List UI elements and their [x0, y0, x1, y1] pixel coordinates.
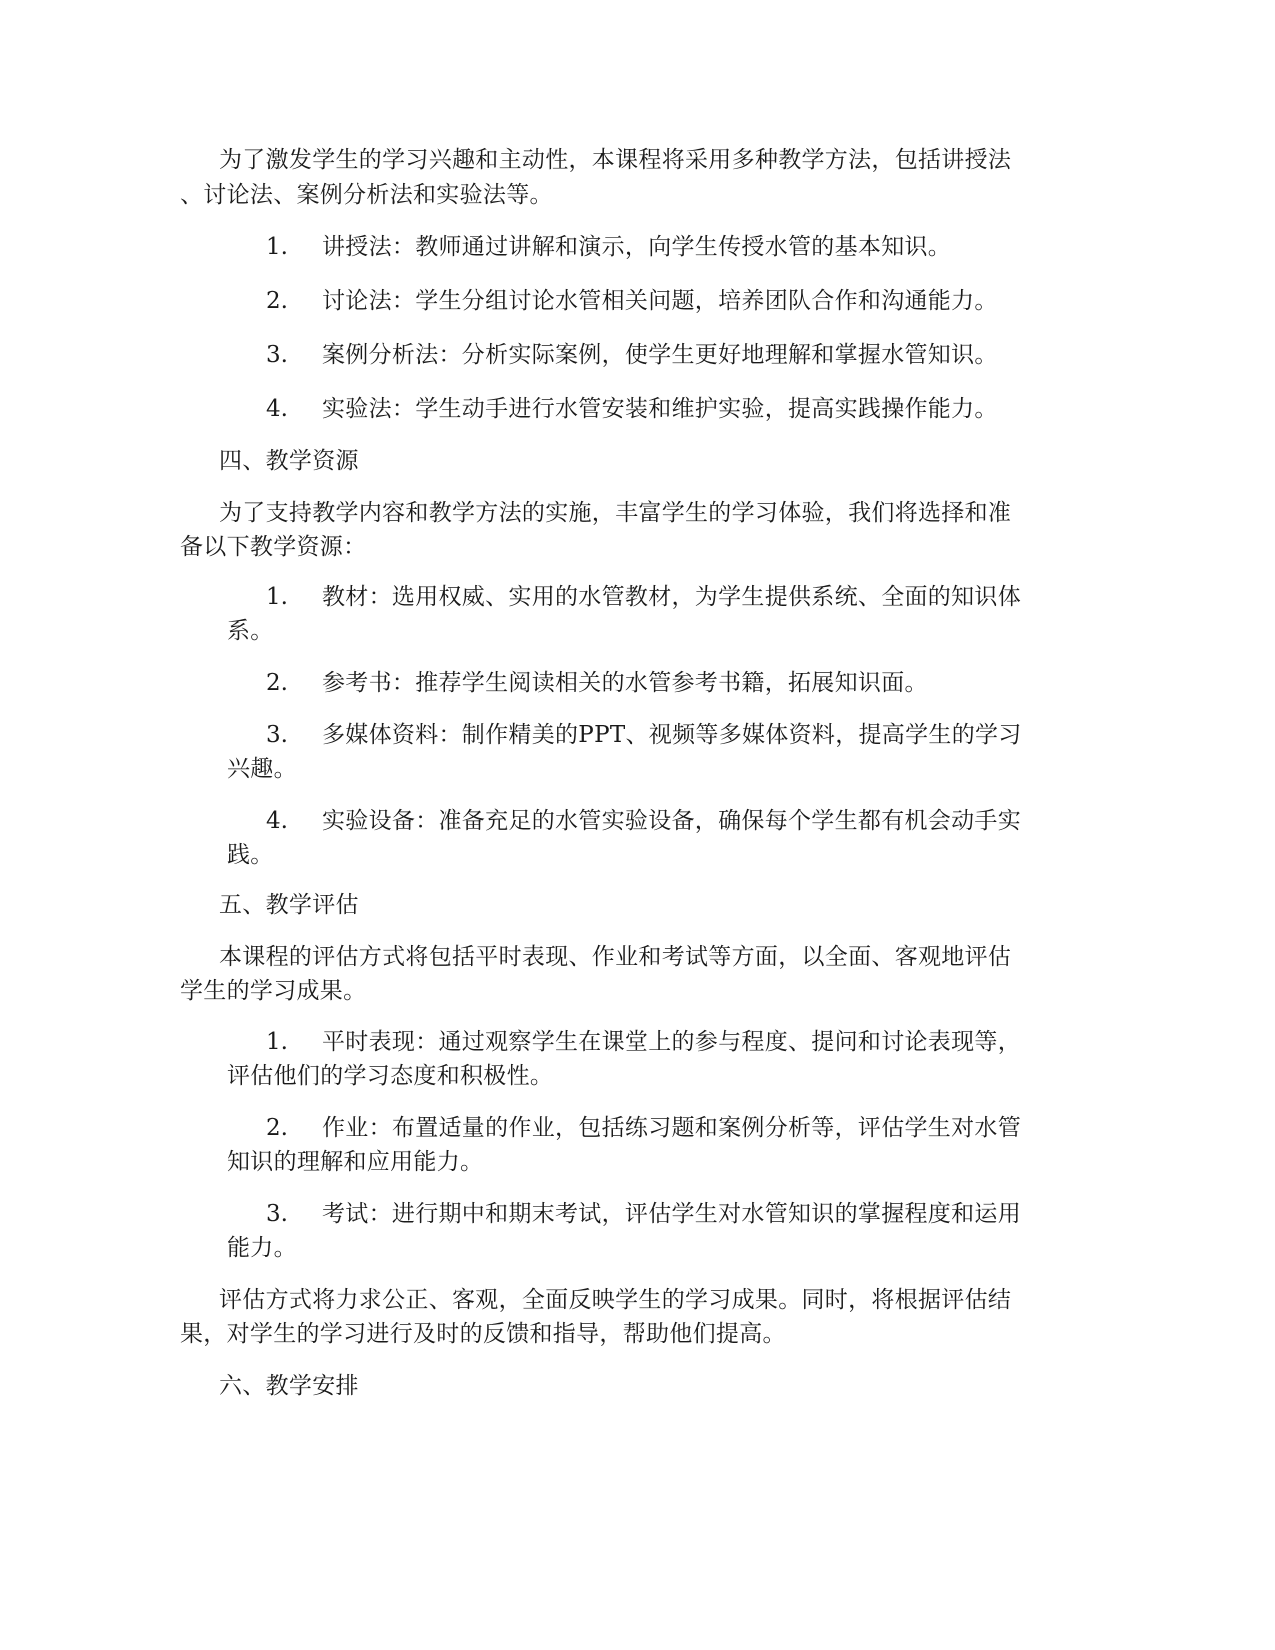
method-4-text: 实验法：学生动手进行水管安装和维护实验，提高实践操作能力。	[322, 396, 998, 422]
section-5-heading: 五、教学评估	[219, 892, 359, 918]
resource-3-line-2: 兴趣。	[227, 756, 297, 782]
method-2-number: 2.	[266, 288, 288, 314]
section-6-heading: 六、教学安排	[219, 1373, 359, 1399]
section-5-closing-line-2: 果，对学生的学习进行及时的反馈和指导，帮助他们提高。	[180, 1321, 786, 1347]
method-3-number: 3.	[266, 342, 288, 368]
resource-4-line-1: 实验设备：准备充足的水管实验设备，确保每个学生都有机会动手实	[322, 808, 1021, 834]
resource-3-number: 3.	[266, 722, 288, 748]
method-4-number: 4.	[266, 396, 288, 422]
intro-line-1: 为了激发学生的学习兴趣和主动性，本课程将采用多种教学方法，包括讲授法	[219, 147, 1012, 173]
assessment-1-line-2: 评估他们的学习态度和积极性。	[227, 1063, 554, 1089]
assessment-1-number: 1.	[266, 1029, 288, 1055]
method-1-number: 1.	[266, 234, 288, 260]
assessment-3-line-2: 能力。	[227, 1235, 297, 1261]
section-5-para-line-2: 学生的学习成果。	[180, 978, 367, 1004]
resource-1-line-1: 教材：选用权威、实用的水管教材，为学生提供系统、全面的知识体	[322, 584, 1021, 610]
intro-line-2: 、讨论法、案例分析法和实验法等。	[180, 182, 553, 208]
section-4-heading: 四、教学资源	[219, 448, 359, 474]
resource-4-line-2: 践。	[227, 842, 274, 868]
resource-4-number: 4.	[266, 808, 288, 834]
assessment-2-line-2: 知识的理解和应用能力。	[227, 1149, 484, 1175]
resource-1-line-2: 系。	[227, 618, 274, 644]
assessment-3-number: 3.	[266, 1201, 288, 1227]
method-3-text: 案例分析法：分析实际案例，使学生更好地理解和掌握水管知识。	[322, 342, 998, 368]
assessment-2-line-1: 作业：布置适量的作业，包括练习题和案例分析等，评估学生对水管	[322, 1115, 1021, 1141]
method-1-text: 讲授法：教师通过讲解和演示，向学生传授水管的基本知识。	[322, 234, 952, 260]
resource-2-number: 2.	[266, 670, 288, 696]
resource-3-line-1: 多媒体资料：制作精美的PPT、视频等多媒体资料，提高学生的学习	[322, 722, 1022, 748]
section-5-para-line-1: 本课程的评估方式将包括平时表现、作业和考试等方面，以全面、客观地评估	[219, 944, 1012, 970]
section-4-para-line-2: 备以下教学资源：	[180, 534, 367, 560]
section-5-closing-line-1: 评估方式将力求公正、客观，全面反映学生的学习成果。同时，将根据评估结	[219, 1287, 1012, 1313]
section-4-para-line-1: 为了支持教学内容和教学方法的实施，丰富学生的学习体验，我们将选择和准	[219, 500, 1012, 526]
resource-2-line-1: 参考书：推荐学生阅读相关的水管参考书籍，拓展知识面。	[322, 670, 928, 696]
method-2-text: 讨论法：学生分组讨论水管相关问题，培养团队合作和沟通能力。	[322, 288, 998, 314]
assessment-1-line-1: 平时表现：通过观察学生在课堂上的参与程度、提问和讨论表现等，	[322, 1029, 1021, 1055]
assessment-3-line-1: 考试：进行期中和期末考试，评估学生对水管知识的掌握程度和运用	[322, 1201, 1021, 1227]
assessment-2-number: 2.	[266, 1115, 288, 1141]
resource-1-number: 1.	[266, 584, 288, 610]
